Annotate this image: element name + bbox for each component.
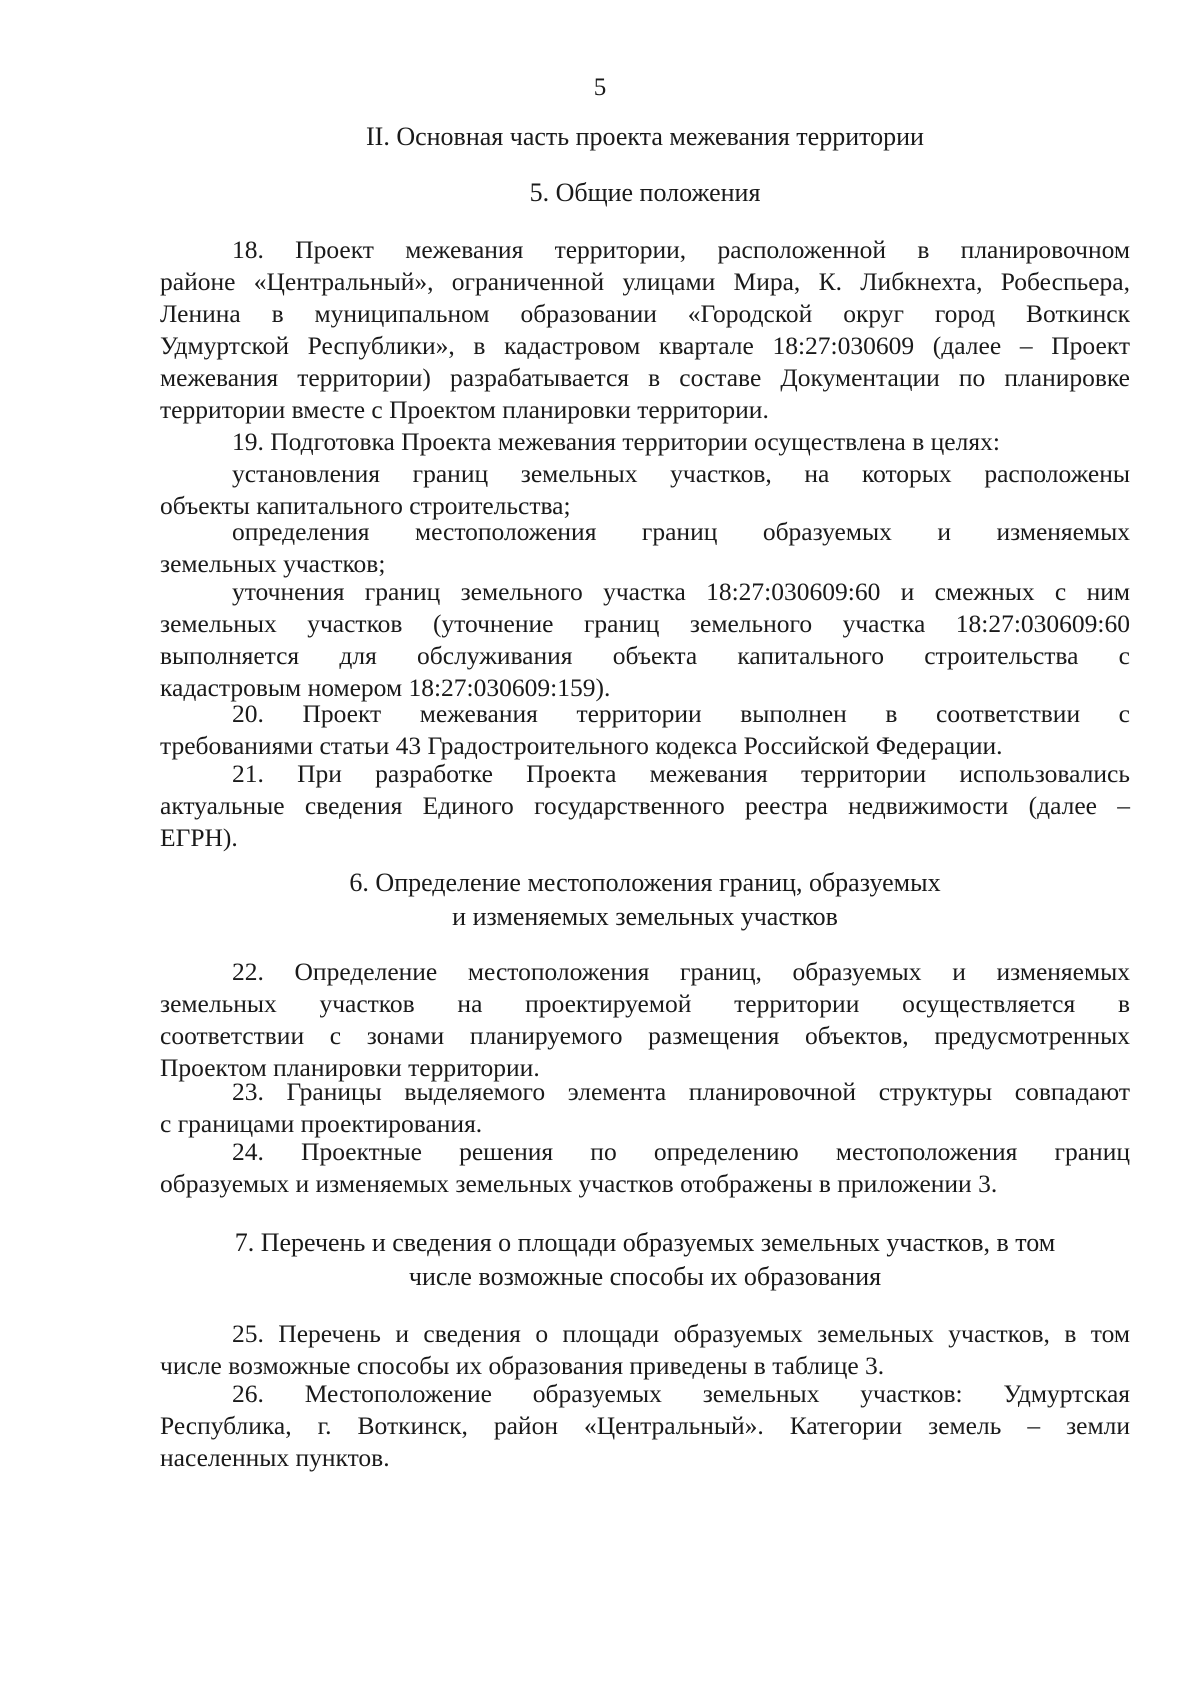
subsection-7-title <box>160 1226 1130 1294</box>
paragraph-line: выполняется для обслуживания объекта капитального строительства с <box>160 641 1130 670</box>
paragraph-line: межевания территории) разрабатывается в составе Документации по планировке <box>160 363 1130 392</box>
paragraph-line: соответствии с зонами планируемого размещения объектов, предусмотренных <box>160 1021 1130 1050</box>
paragraph-line: 26. Местоположение образуемых земельных участков: Удмуртская <box>232 1379 1130 1408</box>
paragraph-line: 24. Проектные решения по определению местоположения границ <box>232 1137 1130 1166</box>
paragraph-21 <box>160 758 1130 854</box>
paragraph-line: с границами проектирования. <box>160 1109 483 1138</box>
paragraph-19 <box>160 426 1130 458</box>
paragraph-line: земельных участков; <box>160 549 386 578</box>
paragraph-line: 25. Перечень и сведения о площади образуемых земельных участков, в том <box>232 1319 1130 1348</box>
paragraph-line: 23. Границы выделяемого элемента планировочной структуры совпадают <box>232 1077 1130 1106</box>
paragraph-line: 21. При разработке Проекта межевания территории использовались <box>232 759 1130 788</box>
subsection-5-title <box>160 176 1130 210</box>
heading-line: числе возможные способы их образования <box>408 1262 882 1291</box>
heading-line: и изменяемых земельных участков <box>452 902 838 931</box>
paragraph-line: 19. Подготовка Проекта межевания территории осуществлена в целях: <box>232 427 1000 456</box>
paragraph-line: земельных участков на проектируемой территории осуществляется в <box>160 989 1130 1018</box>
paragraph-line: Республика, г. Воткинск, район «Центральный». Категории земель – земли <box>160 1411 1130 1440</box>
paragraph-line: образуемых и изменяемых земельных участков отображены в приложении 3. <box>160 1169 998 1198</box>
paragraph-22 <box>160 956 1130 1084</box>
page-number: 5 <box>593 74 607 101</box>
paragraph-18 <box>160 234 1130 426</box>
heading-line: 7. Перечень и сведения о площади образуемых земельных участков, в том <box>234 1228 1056 1257</box>
subsection-5-title-text: 5. Общие положения <box>529 178 761 207</box>
paragraph-24 <box>160 1136 1130 1200</box>
paragraph-line: установления границ земельных участков, на которых расположены <box>232 459 1130 488</box>
heading-line: 6. Определение местоположения границ, образуемых <box>349 868 941 897</box>
paragraph-26 <box>160 1378 1130 1474</box>
paragraph-line: районе «Центральный», ограниченной улицами Мира, К. Либкнехта, Робеспьера, <box>160 267 1130 296</box>
paragraph-line: объекты капитального строительства; <box>160 491 571 520</box>
paragraph-line: Проектом планировки территории. <box>160 1053 540 1082</box>
paragraph-line: земельных участков (уточнение границ земельного участка 18:27:030609:60 <box>160 609 1130 638</box>
paragraph-line: кадастровым номером 18:27:030609:159). <box>160 673 611 702</box>
paragraph-line: числе возможные способы их образования приведены в таблице 3. <box>160 1351 885 1380</box>
paragraph-line: Ленина в муниципальном образовании «Городской округ город Воткинск <box>160 299 1130 328</box>
paragraph-line: территории вместе с Проектом планировки территории. <box>160 395 769 424</box>
paragraph-20 <box>160 698 1130 762</box>
paragraph-19-item-1 <box>160 458 1130 522</box>
paragraph-line: 20. Проект межевания территории выполнен в соответствии с <box>232 699 1130 728</box>
paragraph-25 <box>160 1318 1130 1382</box>
paragraph-line: актуальные сведения Единого государственного реестра недвижимости (далее – <box>160 791 1130 820</box>
paragraph-19-item-2 <box>160 516 1130 580</box>
paragraph-19-item-3 <box>160 576 1130 704</box>
paragraph-line: определения местоположения границ образуемых и изменяемых <box>232 517 1130 546</box>
section-title <box>160 120 1130 154</box>
paragraph-line: ЕГРН). <box>160 823 238 852</box>
paragraph-line: требованиями статьи 43 Градостроительного кодекса Российской Федерации. <box>160 731 1003 760</box>
paragraph-line: уточнения границ земельного участка 18:27:030609:60 и смежных с ним <box>232 577 1130 606</box>
paragraph-line: 18. Проект межевания территории, расположенной в планировочном <box>232 235 1130 264</box>
paragraph-line: 22. Определение местоположения границ, образуемых и изменяемых <box>232 957 1130 986</box>
paragraph-line: Удмуртской Республики», в кадастровом квартале 18:27:030609 (далее – Проект <box>160 331 1130 360</box>
section-title-text: II. Основная часть проекта межевания территории <box>366 122 924 151</box>
paragraph-23 <box>160 1076 1130 1140</box>
paragraph-line: населенных пунктов. <box>160 1443 390 1472</box>
subsection-6-title <box>160 866 1130 934</box>
